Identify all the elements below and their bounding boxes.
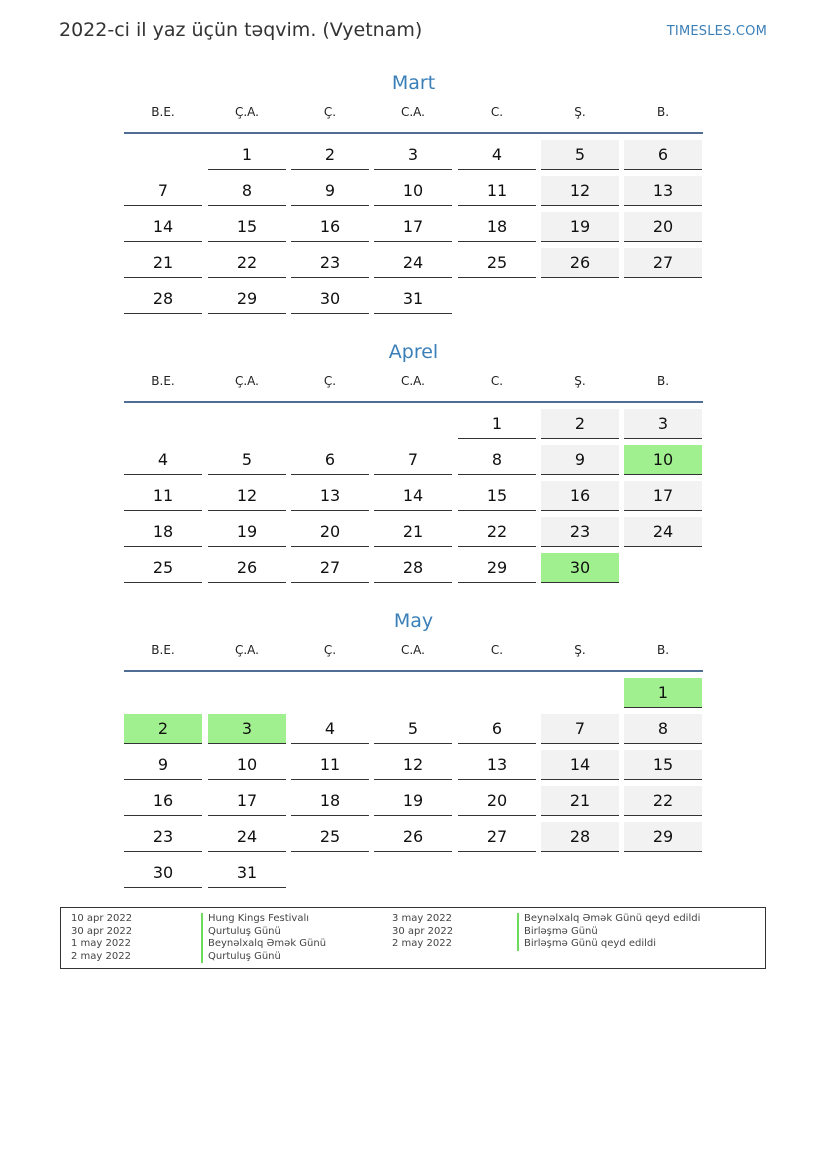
month-title: Aprel xyxy=(388,341,439,363)
day-cell: 10 xyxy=(208,750,286,780)
day-cell: 7 xyxy=(541,714,619,744)
day-cell: 23 xyxy=(541,517,619,547)
weekday-header xyxy=(124,635,703,672)
day-cell: 23 xyxy=(291,248,369,278)
day-cell: 20 xyxy=(624,212,702,242)
day-cell: 25 xyxy=(458,248,536,278)
day-cell: 17 xyxy=(624,481,702,511)
day-cell: 19 xyxy=(541,212,619,242)
day-cell: 21 xyxy=(124,248,202,278)
day-cell: 11 xyxy=(458,176,536,206)
day-cell: 3 xyxy=(624,409,702,439)
day-cell: 5 xyxy=(541,140,619,170)
day-cell: 16 xyxy=(541,481,619,511)
holiday-legend xyxy=(60,907,766,969)
day-cell: 18 xyxy=(458,212,536,242)
weekday-label: B. xyxy=(656,643,670,657)
day-cell: 14 xyxy=(124,212,202,242)
weekday-label: Ç.A. xyxy=(234,374,259,388)
day-cell: 13 xyxy=(291,481,369,511)
day-cell: 2 xyxy=(541,409,619,439)
legend-holiday-name: Birləşmə Günü qeyd edildi xyxy=(517,938,700,951)
day-cell: 24 xyxy=(208,822,286,852)
page-title: 2022-ci il yaz üçün təqvim. (Vyetnam) xyxy=(59,19,423,41)
day-cell: 19 xyxy=(208,517,286,547)
day-cell: 27 xyxy=(624,248,702,278)
day-cell: 8 xyxy=(624,714,702,744)
day-cell: 24 xyxy=(374,248,452,278)
day-cell: 18 xyxy=(124,517,202,547)
legend-date: 10 apr 2022 xyxy=(71,913,133,924)
day-cell: 28 xyxy=(124,284,202,314)
day-cell: 16 xyxy=(124,786,202,816)
day-cell: 17 xyxy=(208,786,286,816)
day-cell: 15 xyxy=(208,212,286,242)
day-cell: 20 xyxy=(291,517,369,547)
weekday-label: B.E. xyxy=(151,374,175,388)
day-cell: 16 xyxy=(291,212,369,242)
day-cell: 2 xyxy=(291,140,369,170)
day-cell: 3 xyxy=(374,140,452,170)
weekday-label: B. xyxy=(656,105,670,119)
day-cell: 25 xyxy=(291,822,369,852)
day-cell: 17 xyxy=(374,212,452,242)
legend-holiday-name: Hung Kings Festivalı xyxy=(201,913,326,926)
day-cell: 5 xyxy=(208,445,286,475)
day-cell: 1 xyxy=(624,678,702,708)
day-cell: 21 xyxy=(374,517,452,547)
day-cell: 6 xyxy=(624,140,702,170)
month-aprel xyxy=(124,338,703,577)
legend-right-names xyxy=(517,913,700,951)
weekday-label: Ç. xyxy=(323,374,337,388)
weekday-label: Ç.A. xyxy=(234,105,259,119)
day-cell: 3 xyxy=(208,714,286,744)
day-cell: 1 xyxy=(208,140,286,170)
weekday-label: Ç. xyxy=(323,105,337,119)
day-cell: 7 xyxy=(374,445,452,475)
day-cell: 4 xyxy=(458,140,536,170)
weekday-header xyxy=(124,97,703,134)
weekday-label: Ş. xyxy=(574,105,586,119)
day-cell: 22 xyxy=(208,248,286,278)
day-cell: 24 xyxy=(624,517,702,547)
weekday-label: C. xyxy=(490,643,504,657)
day-cell: 10 xyxy=(624,445,702,475)
day-cell: 1 xyxy=(458,409,536,439)
day-cell: 5 xyxy=(374,714,452,744)
day-cell: 13 xyxy=(624,176,702,206)
day-cell: 9 xyxy=(124,750,202,780)
weekday-label: C.A. xyxy=(400,374,425,388)
month-title: Mart xyxy=(391,72,436,94)
day-cell: 21 xyxy=(541,786,619,816)
day-cell: 4 xyxy=(124,445,202,475)
legend-right-dates xyxy=(392,913,453,951)
day-cell: 18 xyxy=(291,786,369,816)
day-cell: 13 xyxy=(458,750,536,780)
site-link[interactable]: TIMESLES.COM xyxy=(666,24,767,39)
day-cell: 6 xyxy=(291,445,369,475)
day-cell: 23 xyxy=(124,822,202,852)
weekday-label: B. xyxy=(656,374,670,388)
day-cell: 9 xyxy=(291,176,369,206)
legend-date: 1 may 2022 xyxy=(71,938,131,950)
day-cell: 28 xyxy=(374,553,452,583)
legend-holiday-name: Birləşmə Günü xyxy=(517,926,700,939)
day-cell: 6 xyxy=(458,714,536,744)
legend-holiday-name: Qurtuluş Günü xyxy=(201,926,326,939)
day-cell: 8 xyxy=(208,176,286,206)
month-mart xyxy=(124,69,703,308)
month-may xyxy=(124,607,703,882)
weekday-label: C. xyxy=(490,105,504,119)
day-cell: 20 xyxy=(458,786,536,816)
day-cell: 14 xyxy=(374,481,452,511)
legend-date: 2 may 2022 xyxy=(392,938,452,950)
legend-date: 2 may 2022 xyxy=(71,950,131,962)
legend-holiday-name: Beynəlxalq Əmək Günü xyxy=(201,938,326,951)
day-cell: 19 xyxy=(374,786,452,816)
day-cell: 25 xyxy=(124,553,202,583)
day-cell: 27 xyxy=(291,553,369,583)
legend-left-dates xyxy=(71,913,132,963)
weekday-label: Ş. xyxy=(574,643,586,657)
legend-left-names xyxy=(201,913,326,963)
day-cell: 28 xyxy=(541,822,619,852)
day-cell: 26 xyxy=(374,822,452,852)
day-cell: 12 xyxy=(208,481,286,511)
day-cell: 11 xyxy=(124,481,202,511)
day-cell: 30 xyxy=(541,553,619,583)
weekday-label: C. xyxy=(490,374,504,388)
day-cell: 22 xyxy=(458,517,536,547)
day-cell: 29 xyxy=(458,553,536,583)
weekday-label: C.A. xyxy=(400,643,425,657)
day-cell: 15 xyxy=(624,750,702,780)
legend-holiday-name: Beynəlxalq Əmək Günü qeyd edildi xyxy=(517,913,700,926)
day-cell: 29 xyxy=(208,284,286,314)
day-cell: 27 xyxy=(458,822,536,852)
day-cell: 30 xyxy=(124,858,202,888)
day-cell: 12 xyxy=(541,176,619,206)
weekday-header xyxy=(124,366,703,403)
legend-date: 3 may 2022 xyxy=(392,913,452,924)
weekday-label: Ç.A. xyxy=(234,643,259,657)
day-cell: 11 xyxy=(291,750,369,780)
weekday-label: Ş. xyxy=(574,374,586,388)
weekday-label: B.E. xyxy=(151,643,175,657)
weekday-label: B.E. xyxy=(151,105,175,119)
weekday-label: C.A. xyxy=(400,105,425,119)
weekday-label: Ç. xyxy=(323,643,337,657)
day-cell: 4 xyxy=(291,714,369,744)
day-cell: 29 xyxy=(624,822,702,852)
legend-date: 30 apr 2022 xyxy=(392,925,454,937)
day-cell: 22 xyxy=(624,786,702,816)
day-cell: 31 xyxy=(208,858,286,888)
day-cell: 9 xyxy=(541,445,619,475)
day-cell: 26 xyxy=(541,248,619,278)
legend-holiday-name: Qurtuluş Günü xyxy=(201,951,326,964)
legend-date: 30 apr 2022 xyxy=(71,925,133,937)
day-cell: 2 xyxy=(124,714,202,744)
day-cell: 30 xyxy=(291,284,369,314)
day-cell: 12 xyxy=(374,750,452,780)
day-cell: 31 xyxy=(374,284,452,314)
day-cell: 26 xyxy=(208,553,286,583)
day-cell: 10 xyxy=(374,176,452,206)
day-cell: 15 xyxy=(458,481,536,511)
day-cell: 14 xyxy=(541,750,619,780)
day-cell: 8 xyxy=(458,445,536,475)
day-cell: 7 xyxy=(124,176,202,206)
month-title: May xyxy=(393,610,434,632)
